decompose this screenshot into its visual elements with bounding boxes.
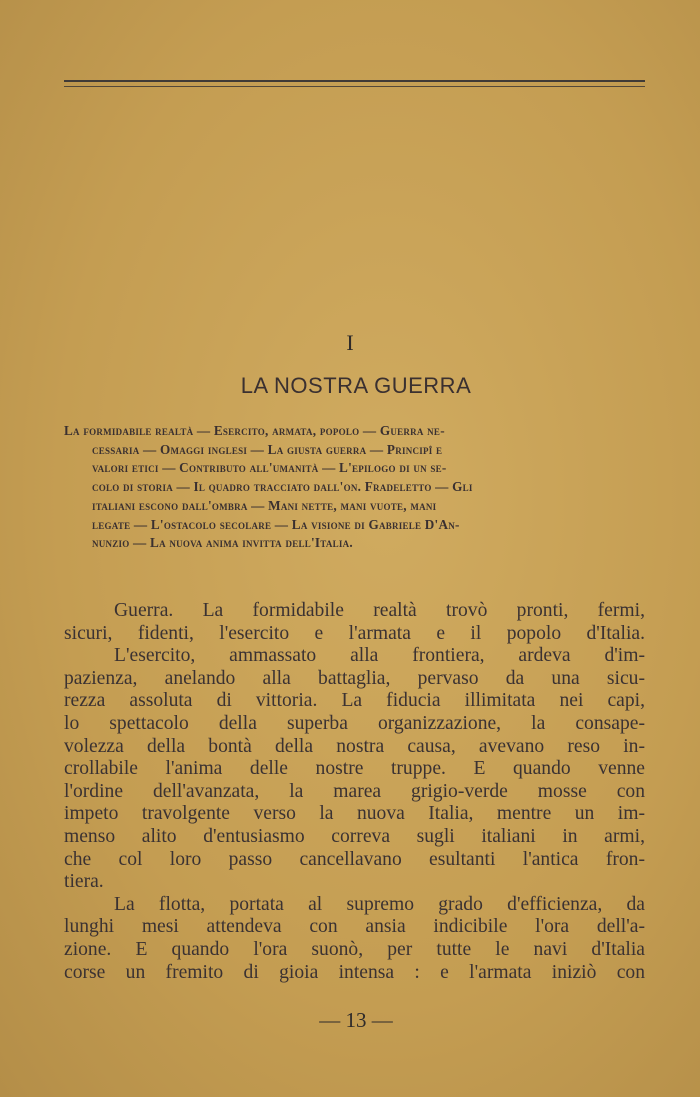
body-line: l'ordine dell'avanzata, la marea grigio-verde mosse con bbox=[64, 780, 645, 802]
summary-line: cessaria — Omaggi inglesi — La giusta guerra — Principî e bbox=[92, 441, 443, 457]
body-line: tiera. bbox=[64, 871, 104, 893]
body-line: corse un fremito di gioia intensa : e l'armata iniziò con bbox=[64, 961, 645, 983]
body-line: sicuri, fidenti, l'esercito e l'armata e il popolo d'Italia. bbox=[64, 622, 645, 644]
body-line: La flotta, portata al supremo grado d'efficienza, da bbox=[114, 893, 645, 915]
chapter-number: I bbox=[346, 330, 354, 355]
body-line: rezza assoluta di vittoria. La fiducia illimitata nei capi, bbox=[64, 690, 645, 712]
header-rule-bottom bbox=[64, 86, 645, 87]
summary-line: colo di storia — Il quadro tracciato dall'on. Fradeletto — Gli bbox=[92, 479, 473, 495]
body-line: che col loro passo cancellavano esultanti l'antica fron- bbox=[64, 848, 645, 870]
body-line: crollabile l'anima delle nostre truppe. E quando venne bbox=[64, 758, 645, 780]
body-line: Guerra. La formidabile realtà trovò pronti, fermi, bbox=[114, 600, 645, 621]
body-line: L'esercito, ammassato alla frontiera, ardeva d'im- bbox=[114, 645, 645, 667]
body-line: impeto travolgente verso la nuova Italia, mentre un im- bbox=[64, 803, 645, 825]
chapter-summary bbox=[64, 422, 645, 553]
summary-line: italiani escono dall'ombra — Mani nette, mani vuote, mani bbox=[92, 497, 437, 513]
body-line: zione. E quando l'ora suonò, per tutte le navi d'Italia bbox=[64, 938, 645, 960]
body-text bbox=[64, 600, 645, 984]
body-line: pazienza, anelando alla battaglia, pervaso da una sicu- bbox=[64, 667, 645, 689]
summary-line: valori etici — Contributo all'umanità — L'epilogo di un se- bbox=[92, 460, 447, 476]
summary-line: nunzio — La nuova anima invitta dell'Italia. bbox=[92, 535, 353, 551]
body-line: menso alito d'entusiasmo correva sugli italiani in armi, bbox=[64, 825, 645, 847]
header-rule-top bbox=[64, 80, 645, 82]
chapter-title: LA NOSTRA GUERRA bbox=[240, 373, 472, 398]
page-number: — 13 — bbox=[319, 1008, 393, 1032]
body-line: lunghi mesi attendeva con ansia indicibile l'ora dell'a- bbox=[64, 916, 645, 938]
body-line: lo spettacolo della superba organizzazione, la consape- bbox=[64, 712, 645, 734]
summary-line: legate — L'ostacolo secolare — La visione di Gabriele D'An- bbox=[92, 516, 460, 532]
body-line: volezza della bontà della nostra causa, avevano reso in- bbox=[64, 735, 645, 757]
summary-line: La formidabile realtà — Esercito, armata, popolo — Guerra ne- bbox=[64, 423, 445, 438]
